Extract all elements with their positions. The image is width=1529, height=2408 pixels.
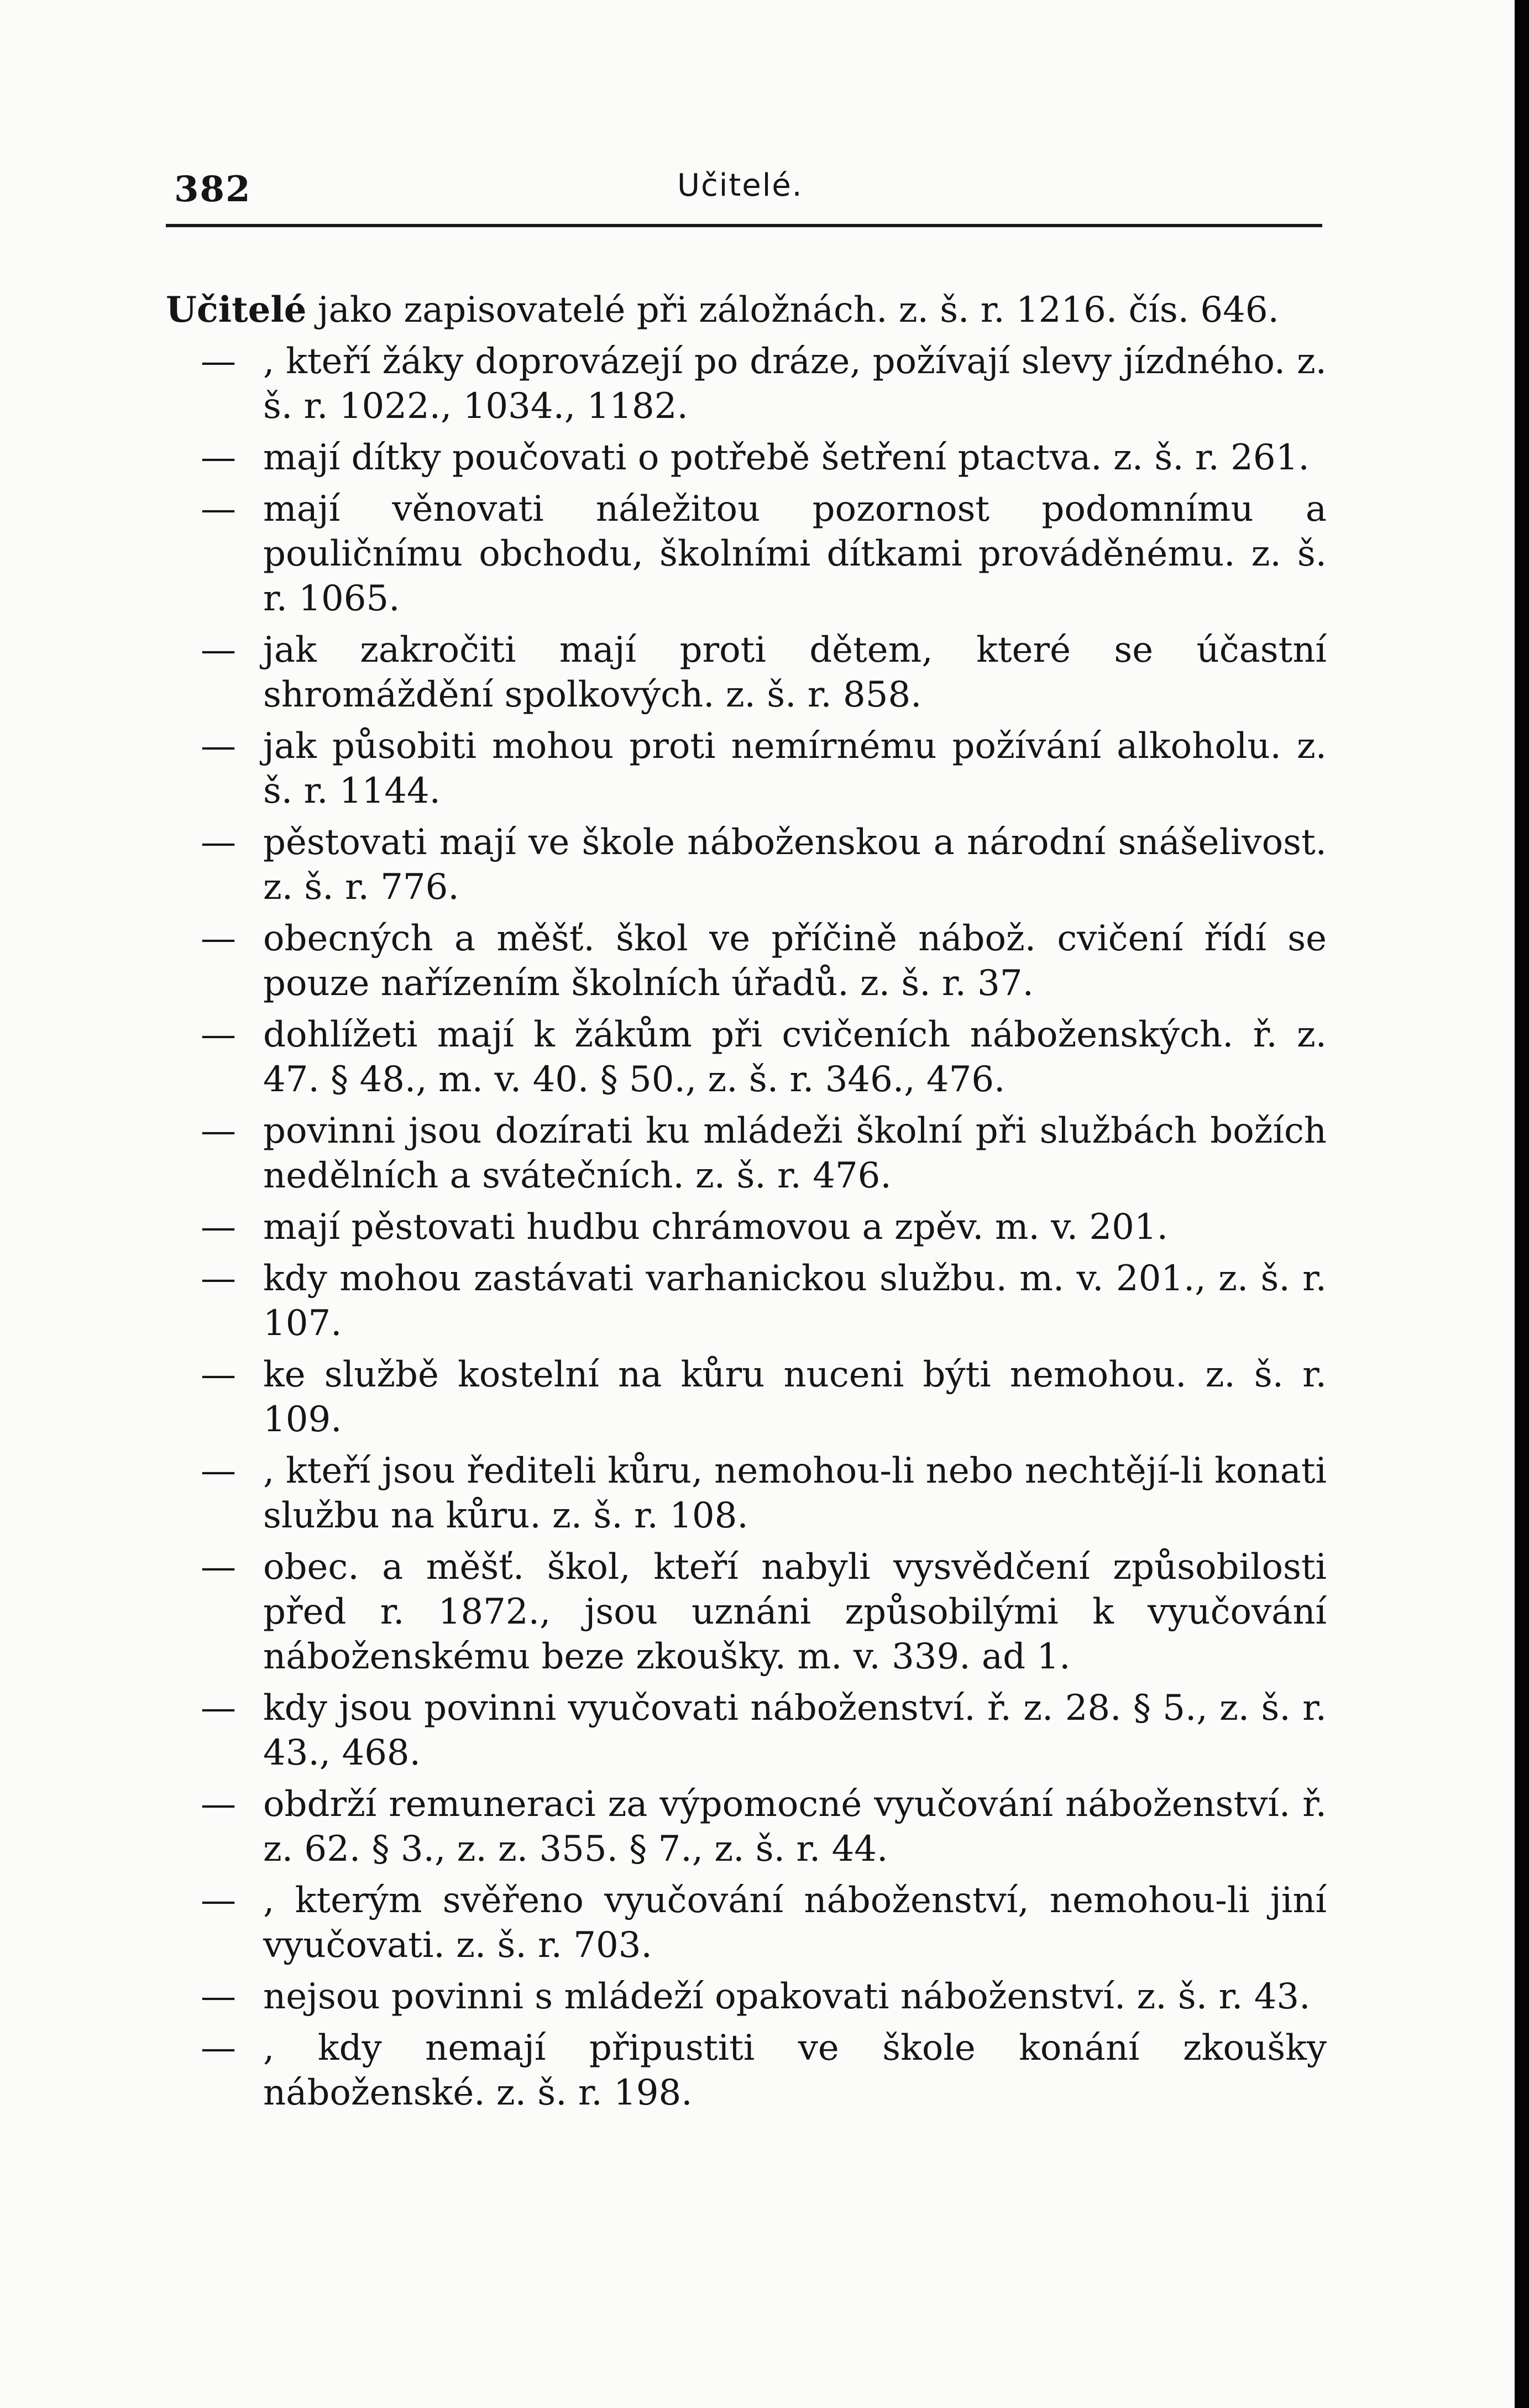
entry-text: , kteří jsou řediteli kůru, nemohou-li nebo nechtějí-li konati službu na kůru. z. š. r. 108. xyxy=(263,1451,1327,1536)
entry-text: jako zapisovatelé při záložnách. z. š. r. 1216. čís. 646. xyxy=(306,290,1279,331)
running-head: Učitelé. xyxy=(677,167,803,203)
entry-text: obecných a měšť. škol ve příčině nábož. cvičení řídí se pouze nařízením školních úřadů. z. š. r. 37. xyxy=(263,918,1327,1004)
dash: — xyxy=(201,726,236,767)
entry-text: pěstovati mají ve škole náboženskou a národní snášelivost. z. š. r. 776. xyxy=(263,822,1327,908)
dash: — xyxy=(201,1688,236,1729)
entry-text: kdy jsou povinni vyučovati náboženství. ř. z. 28. § 5., z. š. r. 43., 468. xyxy=(263,1688,1327,1773)
dash: — xyxy=(201,2028,236,2069)
dash: — xyxy=(201,1451,236,1491)
entry-text: povinni jsou dozírati ku mládeži školní při službách božích nedělních a svátečních. z. š. r. 476. xyxy=(263,1111,1327,1196)
index-entry xyxy=(166,1878,1327,1968)
dash: — xyxy=(201,1258,236,1299)
index-entry xyxy=(166,1013,1327,1102)
dash: — xyxy=(201,1354,236,1395)
index-entry xyxy=(166,1545,1327,1679)
index-entries xyxy=(166,287,1327,2122)
page-number: 382 xyxy=(174,169,252,210)
index-entry xyxy=(166,1205,1327,1250)
index-entry xyxy=(166,1109,1327,1198)
index-entry xyxy=(166,917,1327,1006)
index-entry xyxy=(166,1257,1327,1346)
entry-text: obec. a měšť. škol, kteří nabyli vysvědčení způsobilosti před r. 1872., jsou uznáni způsobilými k vyučování náboženskému beze zkoušky. m. v. 339. ad 1. xyxy=(263,1547,1327,1677)
index-entry xyxy=(166,628,1327,718)
entry-text: , kdy nemají připustiti ve škole konání zkoušky náboženské. z. š. r. 198. xyxy=(263,2028,1327,2113)
index-entry xyxy=(166,1353,1327,1442)
entry-text: obdrží remuneraci za výpomocné vyučování náboženství. ř. z. 62. § 3., z. z. 355. § 7., z. š. r. 44. xyxy=(263,1784,1327,1870)
index-entry xyxy=(166,1782,1327,1872)
dash: — xyxy=(201,341,236,382)
dash: — xyxy=(201,1207,236,1248)
entry-text: dohlížeti mají k žákům při cvičeních náboženských. ř. z. 47. § 48., m. v. 40. § 50., z. š. r. 346., 476. xyxy=(263,1014,1327,1100)
dash: — xyxy=(201,1784,236,1825)
headword: Učitelé xyxy=(166,289,307,331)
dash: — xyxy=(201,1111,236,1151)
entry-text: jak zakročiti mají proti dětem, které se účastní shromáždění spolkových. z. š. r. 858. xyxy=(263,630,1327,715)
entry-text: ke službě kostelní na kůru nuceni býti nemohou. z. š. r. 109. xyxy=(263,1354,1327,1440)
dash: — xyxy=(201,630,236,671)
dash: — xyxy=(201,822,236,863)
dash: — xyxy=(201,1976,236,2017)
index-entry xyxy=(166,724,1327,814)
entry-text: nejsou povinni s mládeží opakovati náboženství. z. š. r. 43. xyxy=(263,1976,1311,2017)
entry-text: mají dítky poučovati o potřebě šetření ptactva. z. š. r. 261. xyxy=(263,437,1310,478)
entry-text: , kteří žáky doprovázejí po dráze, požívají slevy jízdného. z. š. r. 1022., 1034., 1182. xyxy=(263,341,1327,427)
entry-text: jak působiti mohou proti nemírnému požívání alkoholu. z. š. r. 1144. xyxy=(263,726,1327,812)
index-entry xyxy=(166,487,1327,621)
entry-text: , kterým svěřeno vyučování náboženství, nemohou-li jiní vyučovati. z. š. r. 703. xyxy=(263,1880,1327,1966)
index-entry xyxy=(166,1686,1327,1776)
dash: — xyxy=(201,918,236,959)
index-entry xyxy=(166,1975,1327,2019)
header-rule xyxy=(166,224,1322,227)
entry-text: mají věnovati náležitou pozornost podomnímu a pouličnímu obchodu, školními dítkami prováděnému. z. š. r. 1065. xyxy=(263,489,1327,619)
entry-text: mají pěstovati hudbu chrámovou a zpěv. m. v. 201. xyxy=(263,1207,1168,1248)
dash: — xyxy=(201,437,236,478)
index-entry-head xyxy=(166,287,1327,333)
index-entry xyxy=(166,436,1327,480)
index-entry xyxy=(166,820,1327,910)
index-entry xyxy=(166,1449,1327,1538)
index-entry xyxy=(166,2026,1327,2116)
page-edge-shadow xyxy=(1515,0,1529,2408)
dash: — xyxy=(201,1014,236,1055)
index-entry xyxy=(166,339,1327,429)
dash: — xyxy=(201,489,236,530)
page-header xyxy=(169,163,1318,218)
entry-text: kdy mohou zastávati varhanickou službu. m. v. 201., z. š. r. 107. xyxy=(263,1258,1327,1344)
dash: — xyxy=(201,1880,236,1921)
dash: — xyxy=(201,1547,236,1588)
